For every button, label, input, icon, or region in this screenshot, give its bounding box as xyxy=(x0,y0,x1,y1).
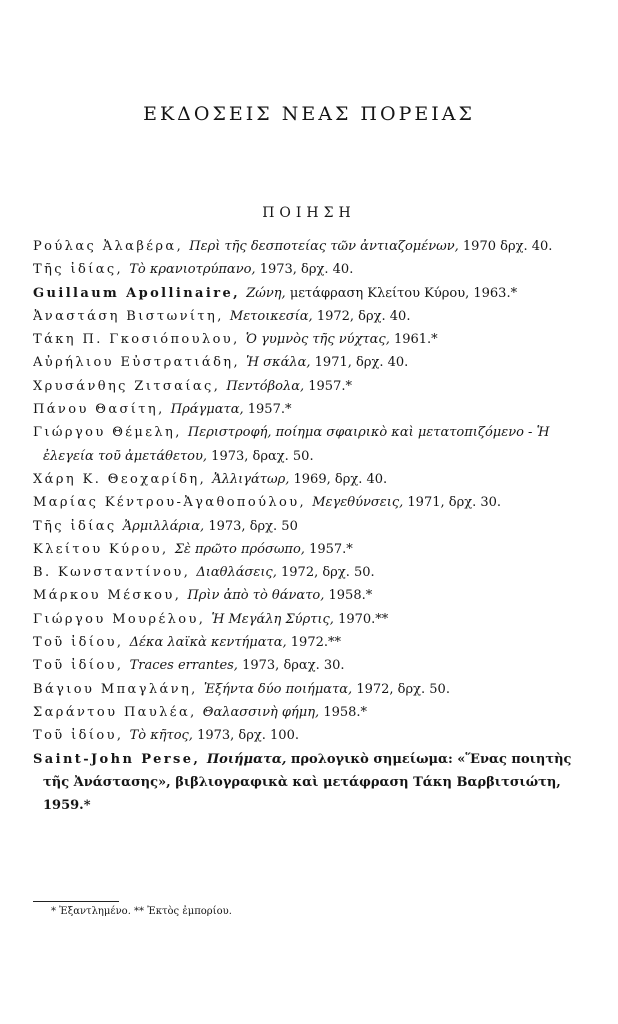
entry-details: 1973, δρχ. 100. xyxy=(197,728,299,744)
entry-details: 1961.* xyxy=(393,332,438,348)
entry-title: Ποιήματα, xyxy=(206,751,287,767)
entry-author: Τῆς ἰδίας xyxy=(33,518,117,534)
list-item xyxy=(33,631,593,654)
entry-author: Κλείτου Κύρου, xyxy=(33,541,169,557)
list-item xyxy=(33,491,593,514)
entry-details: 1973, δραχ. 30. xyxy=(242,658,345,674)
list-item xyxy=(33,724,593,747)
entry-author: Β. Κωνσταντίνου, xyxy=(33,565,191,581)
entry-author: Ἀναστάση Βιστωνίτη, xyxy=(33,308,224,324)
list-item xyxy=(33,561,593,584)
entry-details: 1972.** xyxy=(290,635,341,651)
list-item xyxy=(33,538,593,561)
entry-details: 1972, δρχ. 40. xyxy=(316,308,411,324)
list-item xyxy=(33,678,593,701)
entry-author: Χρυσάνθης Ζιτσαίας, xyxy=(33,378,221,394)
entry-title: Ἐξήντα δύο ποιήματα, xyxy=(203,681,353,697)
entry-details: 1958.* xyxy=(323,704,368,720)
entry-details: 1969, δρχ. 40. xyxy=(293,471,388,487)
entry-title: Ἡ σκάλα, xyxy=(246,355,311,371)
entry-author: Τοῦ ἰδίου, xyxy=(33,658,124,674)
list-item xyxy=(33,748,593,818)
entry-title: Ἀρμιλλάρια, xyxy=(122,518,205,534)
entry-title: Περιστροφή, ποίημα σφαιρικὸ καὶ μετατοπιζόμενο - Ἡ ἐλεγεία τοῦ ἀμετάθετου, xyxy=(43,425,550,464)
entry-title: Ὁ γυμνὸς τῆς νύχτας, xyxy=(245,332,390,348)
entry-details: 1970.** xyxy=(338,611,389,627)
entry-details: 1972, δρχ. 50. xyxy=(356,681,450,697)
list-item xyxy=(33,468,593,491)
entry-details: 1973, δρχ. 40. xyxy=(259,262,354,278)
entry-author: Τῆς ἰδίας, xyxy=(33,262,124,278)
entry-details: προλογικὸ σημείωμα: «Ἕνας ποιητὴς τῆς Ἀνάστασης», βιβλιογραφικὰ καὶ μετάφραση Τάκη Βαρβιτσιώτη, 1959.* xyxy=(43,751,572,814)
entry-title: Περὶ τῆς δεσποτείας τῶν ἀντιαζομένων, xyxy=(189,239,459,254)
list-item xyxy=(33,398,593,421)
entry-list xyxy=(33,235,593,817)
entry-title: Ἀλλιγάτωρ, xyxy=(212,471,290,487)
entry-title: Πεντόβολα, xyxy=(226,378,305,394)
entry-title: Τὸ κρανιοτρύπανο, xyxy=(129,262,256,278)
entry-author: Guillaum Apollinaire, xyxy=(33,285,241,301)
entry-details: 1972, δρχ. 50. xyxy=(281,565,375,581)
list-item xyxy=(33,584,593,607)
entry-author: Χάρη Κ. Θεοχαρίδη, xyxy=(33,471,207,487)
list-item xyxy=(33,328,593,351)
entry-title: Διαθλάσεις, xyxy=(196,565,277,581)
entry-title: Ἡ Μεγάλη Σύρτις, xyxy=(211,611,334,627)
entry-author: Τοῦ ἰδίου, xyxy=(33,635,124,651)
entry-details: 1970 δρχ. 40. xyxy=(462,239,553,254)
entry-details: 1957.* xyxy=(309,541,353,557)
entry-author: Saint-John Perse, xyxy=(33,751,201,767)
section-heading-poetry: ΠΟΙΗΣΗ xyxy=(262,205,356,221)
entry-title: Θαλασσινὴ φήμη, xyxy=(202,704,320,720)
entry-details: 1973, δραχ. 50. xyxy=(211,448,314,464)
entry-title: Τὸ κῆτος, xyxy=(129,728,193,744)
entry-author: Γιώργου Μουρέλου, xyxy=(33,611,206,627)
list-item xyxy=(33,515,593,538)
entry-author: Βάγιου Μπαγλάνη, xyxy=(33,681,198,697)
entry-author: Ρούλας Ἀλαβέρα, xyxy=(33,239,184,254)
entry-title: Ζώνη, xyxy=(246,285,286,301)
entry-title: Μεγεθύνσεις, xyxy=(312,495,404,511)
entry-author: Γιώργου Θέμελη, xyxy=(33,425,182,441)
list-item xyxy=(33,235,593,258)
list-item xyxy=(33,701,593,724)
list-item xyxy=(33,258,593,281)
entry-details: 1971, δρχ. 30. xyxy=(407,495,502,511)
entry-title: Μετοικεσία, xyxy=(229,308,313,324)
entry-details: 1957.* xyxy=(247,402,292,418)
list-item xyxy=(33,305,593,328)
entry-details: 1958.* xyxy=(328,588,373,604)
entry-details: μετάφραση Κλείτου Κύρου, 1963.* xyxy=(289,285,518,301)
entry-title: Traces errantes, xyxy=(129,658,238,674)
list-item xyxy=(33,654,593,677)
list-item xyxy=(33,421,593,468)
entry-author: Αὐρήλιου Εὐστρατιάδη, xyxy=(33,355,241,371)
list-item xyxy=(33,375,593,398)
list-item xyxy=(33,608,593,631)
publisher-heading: ΕΚΔΟΣΕΙΣ ΝΕΑΣ ΠΟΡΕΙΑΣ xyxy=(143,103,475,125)
entry-title: Πράγματα, xyxy=(170,402,244,418)
entry-title: Δέκα λαϊκὰ κεντήματα, xyxy=(129,635,287,651)
entry-author: Μαρίας Κέντρου-Ἀγαθοπούλου, xyxy=(33,495,307,511)
list-item xyxy=(33,282,593,305)
footnote-divider xyxy=(33,901,119,902)
entry-author: Μάρκου Μέσκου, xyxy=(33,588,182,604)
entry-details: 1957.* xyxy=(308,378,352,394)
entry-author: Τάκη Π. Γκοσιόπουλου, xyxy=(33,332,240,348)
entry-author: Τοῦ ἰδίου, xyxy=(33,728,124,744)
entry-title: Σὲ πρῶτο πρόσωπο, xyxy=(174,541,305,557)
entry-author: Σαράντου Παυλέα, xyxy=(33,704,197,720)
entry-details: 1971, δρχ. 40. xyxy=(314,355,409,371)
entry-title: Πρὶν ἀπὸ τὸ θάνατο, xyxy=(187,588,325,604)
list-item xyxy=(33,351,593,374)
entry-details: 1973, δρχ. 50 xyxy=(208,518,298,534)
footnote: * Ἐξαντλημένο. ** Ἐκτὸς ἐμπορίου. xyxy=(51,906,232,917)
entry-author: Πάνου Θασίτη, xyxy=(33,402,165,418)
